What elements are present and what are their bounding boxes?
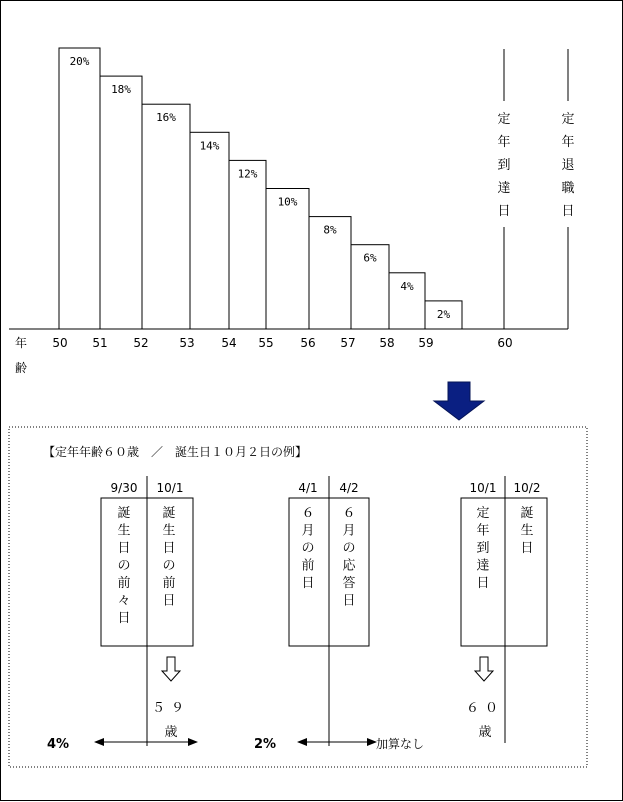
bar-label-53: 14% (199, 139, 220, 153)
no-addition-note: 加算なし (376, 737, 425, 751)
bar-50 (59, 48, 100, 329)
bar-label-50: 20% (69, 55, 90, 68)
age-axis-label (15, 335, 27, 375)
diagram-canvas (1, 1, 623, 802)
box1-right-char: 日 (162, 593, 176, 609)
box3-age-unit: 歳 (478, 725, 492, 740)
marker2-label-char: 日 (561, 204, 575, 219)
bar-51 (100, 76, 142, 329)
box2-right-char: 答 (342, 576, 356, 591)
box2-left-char: の (301, 541, 315, 556)
marker-label-retirement-age-date (497, 112, 510, 219)
bar-label-58: 4% (400, 279, 414, 293)
bar-52 (142, 104, 190, 329)
marker1-label-char: 達 (497, 181, 511, 196)
bar-54 (229, 160, 266, 329)
marker2-label-char: 職 (561, 181, 575, 196)
age-tick-50: 50 (52, 336, 68, 350)
box3-left-char: 日 (476, 576, 490, 591)
box2-right-date: 4/2 (339, 481, 359, 495)
box3-right-date: 10/2 (513, 481, 541, 495)
bar-label-56: 8% (323, 223, 337, 237)
age-tick-52: 52 (133, 336, 149, 350)
age-tick-labels (52, 336, 512, 350)
marker2-label-char: 退 (561, 158, 575, 173)
box3-right-char: 生 (520, 523, 534, 539)
box1-left-char: 誕 (117, 506, 131, 521)
age-axis-label-char: 齢 (14, 361, 28, 375)
bar-label-51: 18% (111, 83, 131, 97)
box2-left-text (301, 506, 314, 591)
box3-left-char: 到 (476, 541, 490, 556)
box3-right-text (520, 506, 533, 556)
box2-right-text (342, 506, 356, 609)
marker-label-retirement-date (561, 112, 574, 219)
age-tick-55: 55 (258, 336, 274, 350)
age-tick-58: 58 (379, 336, 395, 350)
box1-left-char: 々 (117, 593, 131, 609)
box1-age-number: ５９ (151, 701, 191, 716)
box3-left-char: 達 (476, 558, 490, 574)
example-heading: 【定年年齢６０歳 ／ 誕生日１０月２日の例】 (43, 445, 308, 459)
marker1-label-char: 定 (497, 112, 511, 127)
box3-left-char: 定 (476, 506, 490, 521)
bar-label-57: 6% (363, 251, 377, 265)
box1-left-char: 前 (117, 576, 131, 591)
box2-left-char: 月 (301, 523, 315, 539)
marker2-label-char: 定 (561, 112, 575, 127)
example-panel-border (9, 427, 587, 767)
box1-age-unit: 歳 (164, 725, 178, 740)
marker1-label-char: 年 (497, 135, 511, 150)
age-tick-59: 59 (418, 336, 434, 350)
box1-left-char: 日 (117, 611, 131, 626)
marker1-label-char: 日 (497, 204, 511, 219)
box2-right-char: の (342, 541, 356, 556)
box2-left-char: ６ (301, 506, 315, 521)
bar-53 (190, 132, 229, 329)
box2-left-char: 日 (301, 576, 315, 591)
marker1-label-char: 到 (497, 158, 511, 173)
rate-label-2pct: 2% (254, 737, 277, 752)
bar-label-59: 2% (436, 307, 451, 321)
box1-down-arrow-icon (162, 657, 180, 681)
bar-55 (266, 189, 309, 330)
marker2-label-char: 年 (561, 135, 575, 150)
box1-left-char: 日 (117, 541, 131, 556)
bar-label-52: 16% (156, 111, 176, 125)
box1-right-char: 日 (162, 541, 176, 556)
box2-right-char: 応 (342, 558, 356, 574)
box2-right-char: 日 (342, 593, 356, 609)
age-tick-56: 56 (300, 336, 316, 350)
box3-left-char: 年 (476, 523, 490, 539)
bar-label-54: 12% (237, 167, 258, 181)
box1-right-text (162, 506, 175, 609)
box3-age-text (466, 701, 504, 740)
box3-down-arrow-icon (475, 657, 493, 681)
box2-left-date: 4/1 (298, 481, 318, 495)
age-tick-57: 57 (340, 336, 356, 350)
box1-left-date: 9/30 (110, 481, 138, 495)
box1-right-char: の (162, 558, 176, 574)
bar-chart (59, 48, 462, 329)
box2-right-char: 月 (342, 523, 356, 539)
box1-right-char: 前 (162, 576, 176, 591)
box1-left-char: 生 (117, 523, 131, 539)
box3-right-char: 日 (520, 541, 534, 556)
box1-right-char: 生 (162, 523, 176, 539)
box3-left-date: 10/1 (469, 481, 497, 495)
box2-left-char: 前 (301, 558, 315, 574)
box3-left-text (476, 506, 489, 591)
box2-right-char: ６ (342, 506, 356, 521)
age-tick-54: 54 (221, 336, 237, 350)
rate-label-4pct: 4% (47, 737, 70, 752)
age-axis-label-char: 年 (14, 336, 28, 350)
box3-age-number: ６０ (465, 701, 505, 716)
down-arrow-icon (434, 382, 484, 420)
box1-right-char: 誕 (162, 506, 176, 521)
box1-age-text (152, 701, 190, 740)
box1-right-date: 10/1 (156, 481, 184, 495)
box1-left-text (117, 506, 130, 626)
age-tick-60: 60 (497, 336, 513, 350)
age-tick-51: 51 (92, 336, 108, 350)
box3-right-char: 誕 (520, 506, 534, 521)
age-tick-53: 53 (179, 336, 195, 350)
box1-left-char: の (117, 558, 131, 574)
box3-frame (461, 498, 547, 646)
bar-label-55: 10% (277, 195, 298, 209)
